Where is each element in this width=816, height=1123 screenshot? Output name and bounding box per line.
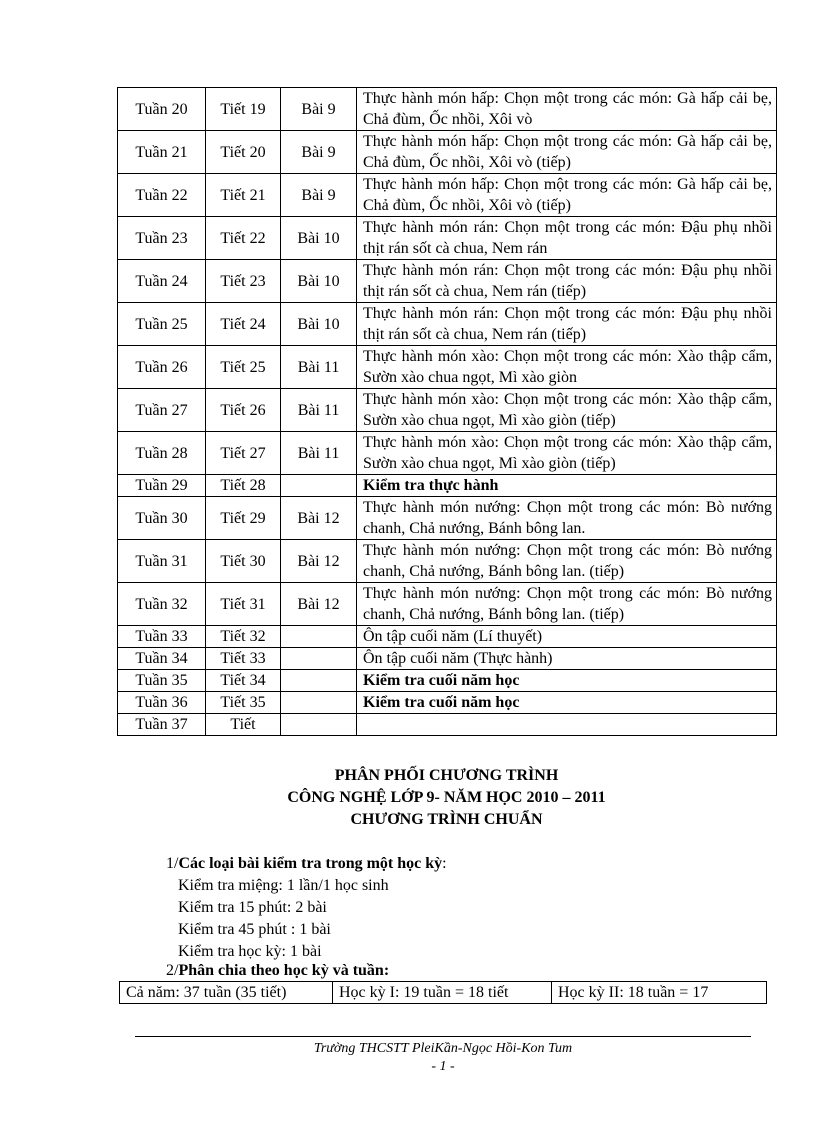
program-title	[117, 765, 776, 831]
week-cell: Tuần 36	[118, 692, 206, 714]
schedule-row	[118, 714, 777, 736]
program-title-line-1: PHÂN PHỐI CHƯƠNG TRÌNH	[334, 767, 559, 784]
content-cell: Kiểm tra thực hành	[357, 475, 777, 497]
lesson-cell: Bài 9	[281, 88, 357, 131]
period-cell: Tiết 26	[206, 389, 281, 432]
semester-summary-table	[119, 981, 767, 1004]
period-cell: Tiết 32	[206, 626, 281, 648]
schedule-row	[118, 432, 777, 475]
content-cell: Thực hành món xào: Chọn một trong các món: Xào thập cẩm, Sườn xào chua ngọt, Mì xào giòn (tiếp)	[357, 389, 777, 432]
week-cell: Tuần 20	[118, 88, 206, 131]
lesson-cell: Bài 11	[281, 432, 357, 475]
footer-divider	[135, 1036, 751, 1037]
schedule-row	[118, 303, 777, 346]
test-type-item: Kiểm tra học kỳ: 1 bài	[178, 943, 322, 960]
period-cell: Tiết 27	[206, 432, 281, 475]
lesson-cell: Bài 10	[281, 260, 357, 303]
lesson-cell: Bài 11	[281, 389, 357, 432]
schedule-row	[118, 346, 777, 389]
period-cell: Tiết 29	[206, 497, 281, 540]
content-cell: Thực hành món rán: Chọn một trong các món: Đậu phụ nhồi thịt rán sốt cà chua, Nem rán	[357, 217, 777, 260]
content-cell: Thực hành món hấp: Chọn một trong các món: Gà hấp cải bẹ, Chả đùm, Ốc nhồi, Xôi vò (tiếp)	[357, 174, 777, 217]
page-footer	[135, 1040, 751, 1076]
summary-year-cell: Cả năm: 37 tuần (35 tiết)	[120, 982, 333, 1004]
program-title-line-2: CÔNG NGHỆ LỚP 9- NĂM HỌC 2010 – 2011	[287, 789, 606, 806]
period-cell: Tiết 33	[206, 648, 281, 670]
schedule-row	[118, 131, 777, 174]
lesson-cell: Bài 10	[281, 303, 357, 346]
week-cell: Tuần 31	[118, 540, 206, 583]
period-cell: Tiết 28	[206, 475, 281, 497]
week-cell: Tuần 35	[118, 670, 206, 692]
period-cell: Tiết 23	[206, 260, 281, 303]
content-cell: Kiểm tra cuối năm học	[357, 692, 777, 714]
content-cell: Thực hành món hấp: Chọn một trong các món: Gà hấp cải bẹ, Chả đùm, Ốc nhồi, Xôi vò (tiếp)	[357, 131, 777, 174]
schedule-row	[118, 497, 777, 540]
period-cell: Tiết 34	[206, 670, 281, 692]
schedule-row	[118, 88, 777, 131]
test-type-item: Kiểm tra miệng: 1 lần/1 học sinh	[178, 877, 389, 894]
schedule-row	[118, 583, 777, 626]
schedule-row	[118, 626, 777, 648]
week-cell: Tuần 29	[118, 475, 206, 497]
schedule-row	[118, 389, 777, 432]
lesson-cell: Bài 12	[281, 583, 357, 626]
schedule-row	[118, 475, 777, 497]
lesson-cell: Bài 9	[281, 174, 357, 217]
lesson-cell	[281, 670, 357, 692]
week-cell: Tuần 32	[118, 583, 206, 626]
summary-row	[120, 982, 767, 1004]
lesson-cell: Bài 10	[281, 217, 357, 260]
content-cell: Thực hành món nướng: Chọn một trong các món: Bò nướng chanh, Chả nướng, Bánh bông lan.	[357, 497, 777, 540]
program-title-line-3: CHƯƠNG TRÌNH CHUẨN	[350, 811, 543, 828]
week-cell: Tuần 33	[118, 626, 206, 648]
section-1-heading	[166, 853, 447, 875]
summary-semester-2-cell: Học kỳ II: 18 tuần = 17	[552, 982, 767, 1004]
lesson-cell: Bài 9	[281, 131, 357, 174]
section-2-heading	[166, 960, 389, 982]
period-cell: Tiết 19	[206, 88, 281, 131]
content-cell: Thực hành món xào: Chọn một trong các món: Xào thập cẩm, Sườn xào chua ngọt, Mì xào giòn (tiếp)	[357, 432, 777, 475]
schedule-row	[118, 692, 777, 714]
week-cell: Tuần 25	[118, 303, 206, 346]
lesson-cell: Bài 11	[281, 346, 357, 389]
period-cell: Tiết 31	[206, 583, 281, 626]
footer-school: Trường THCSTT PleiKần-Ngọc Hồi-Kon Tum	[313, 1041, 573, 1056]
summary-semester-1-cell: Học kỳ I: 19 tuần = 18 tiết	[333, 982, 552, 1004]
period-cell: Tiết 20	[206, 131, 281, 174]
schedule-row	[118, 260, 777, 303]
section-2-title: Phân chia theo học kỳ và tuần:	[178, 962, 390, 979]
footer-page-number: - 1 -	[431, 1059, 455, 1074]
period-cell: Tiết 25	[206, 346, 281, 389]
section-1-number: 1/	[166, 855, 179, 872]
lesson-cell	[281, 714, 357, 736]
schedule-row	[118, 540, 777, 583]
week-cell: Tuần 30	[118, 497, 206, 540]
week-cell: Tuần 26	[118, 346, 206, 389]
period-cell: Tiết 22	[206, 217, 281, 260]
content-cell: Thực hành món rán: Chọn một trong các món: Đậu phụ nhồi thịt rán sốt cà chua, Nem rán (tiếp)	[357, 260, 777, 303]
period-cell: Tiết	[206, 714, 281, 736]
schedule-row	[118, 174, 777, 217]
week-cell: Tuần 22	[118, 174, 206, 217]
content-cell: Thực hành món nướng: Chọn một trong các món: Bò nướng chanh, Chả nướng, Bánh bông lan. (tiếp)	[357, 583, 777, 626]
content-cell: Thực hành món hấp: Chọn một trong các món: Gà hấp cải bẹ, Chả đùm, Ốc nhồi, Xôi vò	[357, 88, 777, 131]
section-2-number: 2/	[166, 962, 179, 979]
period-cell: Tiết 21	[206, 174, 281, 217]
period-cell: Tiết 30	[206, 540, 281, 583]
content-cell	[357, 714, 777, 736]
lesson-cell: Bài 12	[281, 540, 357, 583]
test-type-item: Kiểm tra 15 phút: 2 bài	[178, 899, 327, 916]
content-cell: Thực hành món xào: Chọn một trong các món: Xào thập cẩm, Sườn xào chua ngọt, Mì xào giòn	[357, 346, 777, 389]
schedule-row	[118, 670, 777, 692]
period-cell: Tiết 24	[206, 303, 281, 346]
section-1-colon: :	[442, 855, 447, 872]
period-cell: Tiết 35	[206, 692, 281, 714]
content-cell: Thực hành món nướng: Chọn một trong các món: Bò nướng chanh, Chả nướng, Bánh bông lan. (tiếp)	[357, 540, 777, 583]
lesson-cell	[281, 692, 357, 714]
week-cell: Tuần 28	[118, 432, 206, 475]
lesson-cell	[281, 475, 357, 497]
week-cell: Tuần 23	[118, 217, 206, 260]
lesson-cell	[281, 648, 357, 670]
week-cell: Tuần 34	[118, 648, 206, 670]
content-cell: Ôn tập cuối năm (Thực hành)	[357, 648, 777, 670]
lesson-cell: Bài 12	[281, 497, 357, 540]
schedule-row	[118, 217, 777, 260]
schedule-body	[118, 88, 777, 736]
section-1-title: Các loại bài kiểm tra trong một học kỳ	[178, 855, 443, 872]
week-cell: Tuần 37	[118, 714, 206, 736]
lesson-cell	[281, 626, 357, 648]
week-cell: Tuần 24	[118, 260, 206, 303]
content-cell: Ôn tập cuối năm (Lí thuyết)	[357, 626, 777, 648]
week-cell: Tuần 27	[118, 389, 206, 432]
schedule-row	[118, 648, 777, 670]
schedule-table	[117, 87, 777, 736]
content-cell: Thực hành món rán: Chọn một trong các món: Đậu phụ nhồi thịt rán sốt cà chua, Nem rán (tiếp)	[357, 303, 777, 346]
week-cell: Tuần 21	[118, 131, 206, 174]
content-cell: Kiểm tra cuối năm học	[357, 670, 777, 692]
test-type-item: Kiểm tra 45 phút : 1 bài	[178, 921, 331, 938]
